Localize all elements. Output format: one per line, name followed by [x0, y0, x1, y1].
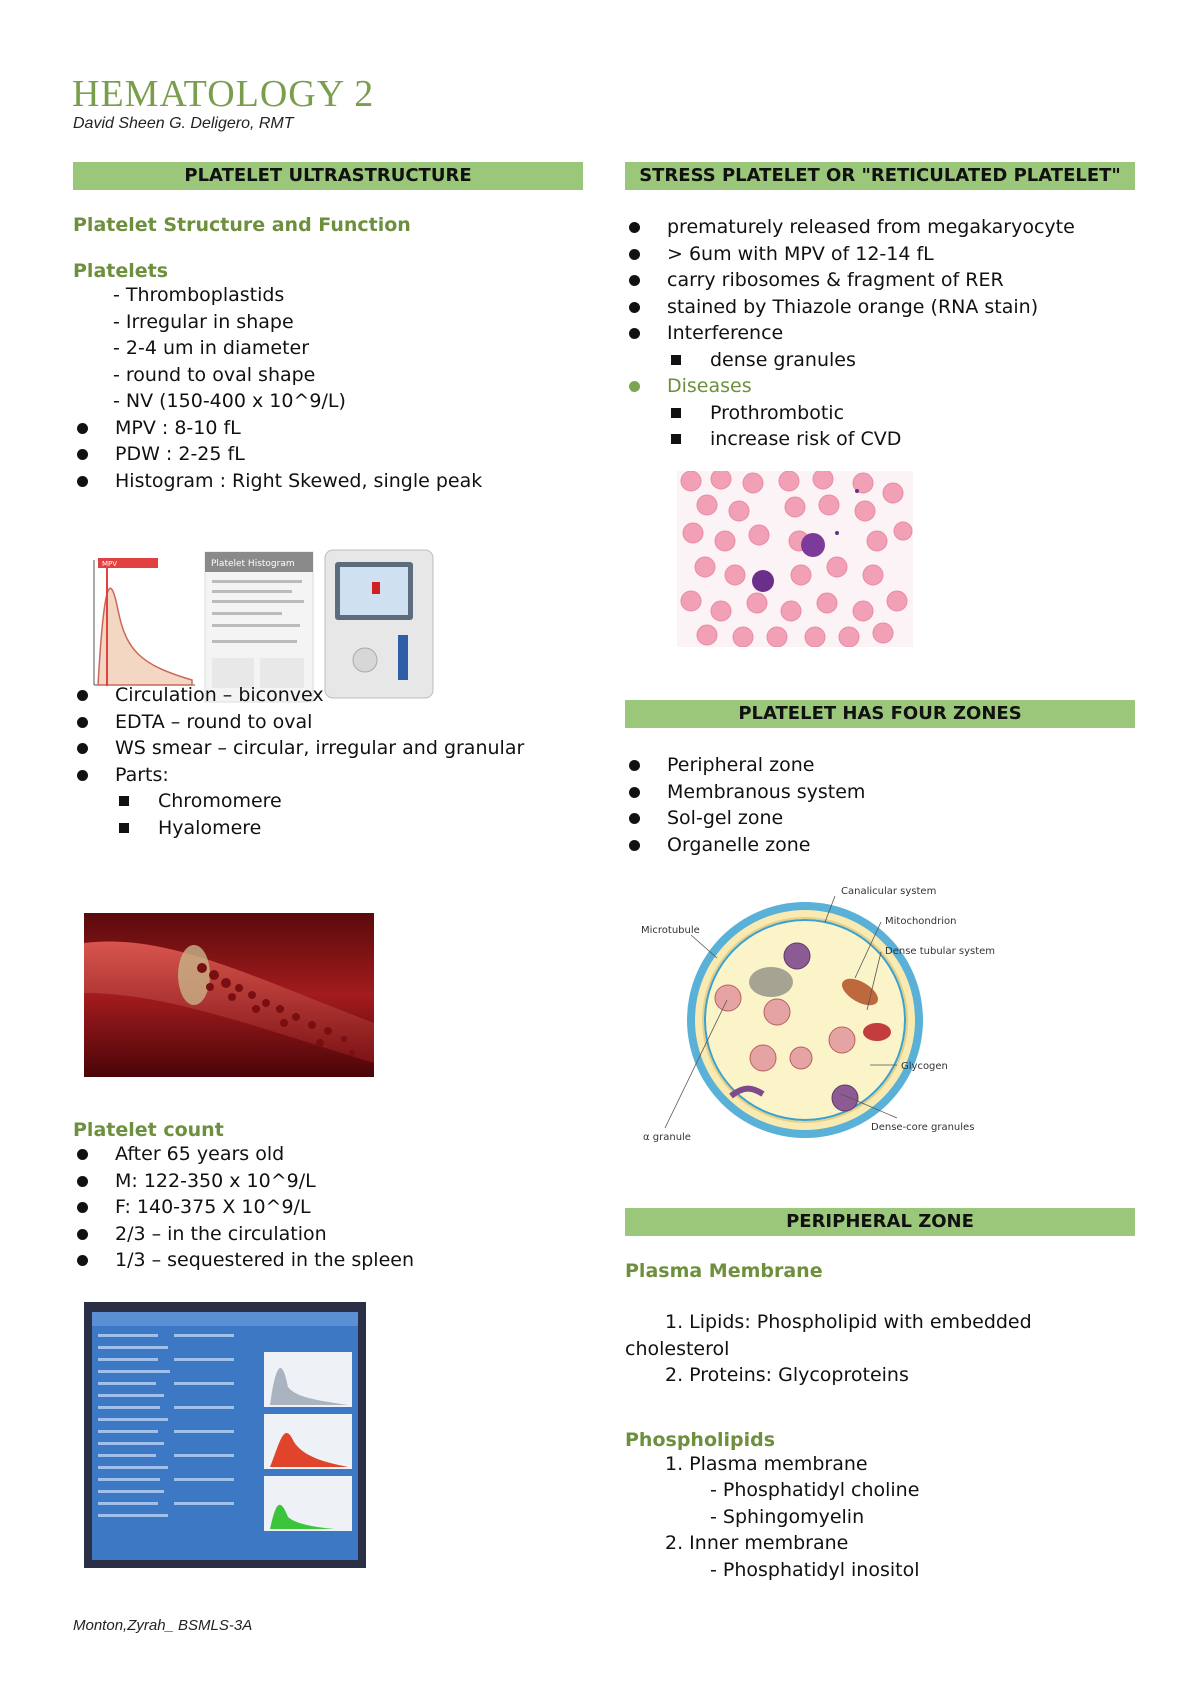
bullet-item: stained by Thiazole orange (RNA stain) [625, 294, 1135, 321]
histogram-card-title: Platelet Histogram [211, 559, 295, 569]
sub-bullet-item: increase risk of CVD [625, 426, 1135, 453]
label-canalicular: Canalicular system [841, 886, 937, 897]
bullet-item: Interference [625, 320, 1135, 347]
list-item: 2. Inner membrane [665, 1532, 849, 1554]
bullet-item: F: 140-375 X 10^9/L [73, 1194, 583, 1221]
list-item: 1. Lipids: Phospholipid with embedded [665, 1311, 1032, 1333]
bullet-item: Sol-gel zone [625, 805, 1135, 832]
list-item: - 2-4 um in diameter [113, 337, 310, 359]
list-item: - Thromboplastids [113, 284, 285, 306]
list-item: cholesterol [625, 1337, 730, 1360]
section-header-platelet-ultrastructure: PLATELET ULTRASTRUCTURE [73, 162, 583, 190]
label-alpha-granule: α granule [643, 1132, 691, 1143]
bullet-item: Peripheral zone [625, 752, 1135, 779]
label-dense-tubular: Dense tubular system [885, 946, 995, 957]
bullet-item: 1/3 – sequestered in the spleen [73, 1247, 583, 1274]
list-item: - Sphingomyelin [710, 1505, 865, 1528]
bullet-item: PDW : 2-25 fL [73, 441, 583, 468]
bullet-item: prematurely released from megakaryocyte [625, 214, 1135, 241]
bullet-item: WS smear – circular, irregular and granular [73, 735, 583, 762]
subheading-platelet-count: Platelet count [73, 1119, 224, 1141]
bullet-item-diseases: Diseases [625, 373, 1135, 400]
bullet-item: M: 122-350 x 10^9/L [73, 1168, 583, 1195]
label-mitochondrion: Mitochondrion [885, 916, 957, 927]
list-item: - round to oval shape [113, 363, 316, 386]
list-item: 1. Plasma membrane [665, 1452, 868, 1475]
list-item: - NV (150-400 x 10^9/L) [113, 390, 346, 412]
author-line: David Sheen G. Deligero, RMT [73, 115, 294, 132]
section-header-stress-platelet: STRESS PLATELET OR "RETICULATED PLATELET" [625, 162, 1135, 190]
left-column-lower [73, 682, 583, 841]
subheading-phospholipids: Phospholipids [625, 1428, 776, 1451]
list-item: 2. Proteins: Glycoproteins [665, 1364, 909, 1386]
section-header-peripheral-zone: PERIPHERAL ZONE [625, 1208, 1135, 1236]
list-item: - Phosphatidyl inositol [710, 1558, 920, 1581]
bullet-item: EDTA – round to oval [73, 709, 583, 736]
bullet-item: MPV : 8-10 fL [73, 415, 583, 442]
mpv-label: MPV [102, 560, 118, 568]
platelet-count-section [73, 1119, 583, 1274]
four-zones-section [625, 700, 1135, 858]
bullet-item: Membranous system [625, 779, 1135, 806]
label-glycogen: Glycogen [901, 1061, 948, 1072]
blood-smear-image [677, 471, 913, 647]
subheading-platelets: Platelets [73, 260, 169, 282]
bullet-item: Histogram : Right Skewed, single peak [73, 468, 583, 495]
subheading-plasma-membrane: Plasma Membrane [625, 1260, 823, 1282]
bullet-item: Parts: [73, 762, 583, 789]
bullet-item: 2/3 – in the circulation [73, 1221, 583, 1248]
label-dense-core: Dense-core granules [871, 1122, 975, 1133]
list-item: - Irregular in shape [113, 310, 294, 333]
bullet-item: carry ribosomes & fragment of RER [625, 267, 1135, 294]
sub-bullet-item: Chromomere [73, 788, 583, 815]
label-microtubule: Microtubule [641, 925, 700, 936]
list-item: - Phosphatidyl choline [710, 1479, 920, 1501]
sub-bullet-item: Hyalomere [73, 815, 583, 842]
bullet-item: After 65 years old [73, 1141, 583, 1168]
bullet-item: > 6um with MPV of 12-14 fL [625, 241, 1135, 268]
document-title: HEMATOLOGY 2 [72, 73, 375, 115]
platelet-zone-diagram [635, 880, 995, 1160]
blood-vessel-image [84, 913, 374, 1077]
subheading-structure-function: Platelet Structure and Function [73, 214, 411, 236]
sub-bullet-item: dense granules [625, 347, 1135, 374]
left-column [73, 162, 583, 494]
bullet-item: Organelle zone [625, 832, 1135, 859]
sub-bullet-item: Prothrombotic [625, 400, 1135, 427]
peripheral-zone-section [625, 1208, 1135, 1583]
right-column [625, 162, 1135, 453]
bullet-item: Circulation – biconvex [73, 682, 583, 709]
analyzer-screen-image [84, 1302, 366, 1568]
footer-credit: Monton,Zyrah_ BSMLS-3A [73, 1617, 253, 1634]
section-header-four-zones: PLATELET HAS FOUR ZONES [625, 700, 1135, 728]
